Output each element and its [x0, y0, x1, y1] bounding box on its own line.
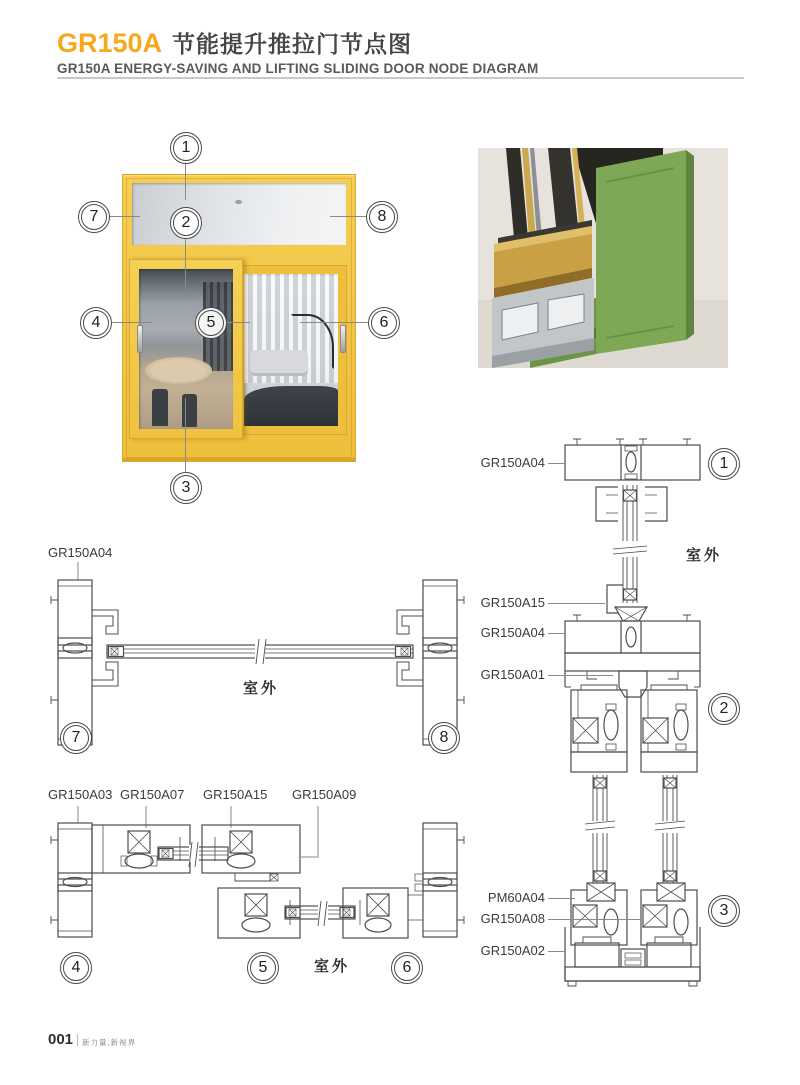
- left-sliding-sash: [129, 259, 243, 439]
- page-header: [57, 26, 747, 76]
- callout-section-8: 8: [428, 722, 460, 754]
- label-jamb-bead: GR150A15: [203, 787, 268, 802]
- header-divider: [57, 77, 744, 79]
- callout-node-4: 4: [80, 307, 112, 339]
- callout-section-2: 2: [708, 693, 740, 725]
- outdoor-label-head: 室外: [243, 680, 280, 697]
- page-title: 节能提升推拉门节点图: [172, 31, 413, 57]
- head-section-diagram: [45, 540, 470, 760]
- callout-section-1: 1: [708, 448, 740, 480]
- label-lift-track: GR150A01: [480, 667, 545, 682]
- footer-divider: [77, 1034, 78, 1046]
- leader-line: [548, 633, 565, 634]
- leader-line: [548, 463, 565, 464]
- label-mid-frame: GR150A04: [480, 625, 545, 640]
- leader-line-node8: [330, 216, 366, 217]
- label-glazing-bead: GR150A15: [480, 595, 545, 610]
- leader-line: [548, 919, 642, 920]
- page-subtitle: GR150A ENERGY-SAVING AND LIFTING SLIDING DOOR NODE DIAGRAM: [57, 61, 539, 76]
- callout-node-2: 2: [170, 207, 202, 239]
- right-sliding-sash: [235, 265, 347, 435]
- door-illustration: [122, 174, 356, 462]
- leader-line-node6: [300, 322, 368, 323]
- label-top-frame: GR150A04: [480, 455, 545, 470]
- leader-line-node3: [185, 398, 186, 472]
- chair: [152, 389, 168, 426]
- jamb-section-diagram: [45, 785, 470, 960]
- model-code: GR150A: [57, 28, 163, 58]
- ceiling-lamp: [235, 200, 242, 204]
- leader-line-node1: [185, 162, 186, 200]
- transom-glass: [132, 183, 346, 245]
- outdoor-label-vertical: 室外: [686, 547, 723, 564]
- leader-line: [548, 675, 613, 676]
- callout-node-7: 7: [78, 201, 110, 233]
- leader-line-node7: [108, 216, 140, 217]
- leader-line: [548, 951, 566, 952]
- callout-section-5: 5: [247, 952, 279, 984]
- right-sash-glass: [244, 274, 338, 426]
- leader-line-node4: [110, 322, 152, 323]
- rug: [244, 386, 338, 426]
- callout-section-4: 4: [60, 952, 92, 984]
- label-sash-bottom: GR150A08: [480, 911, 545, 926]
- label-sill: GR150A02: [480, 943, 545, 958]
- callout-section-7: 7: [60, 722, 92, 754]
- callout-node-8: 8: [366, 201, 398, 233]
- callout-node-1: 1: [170, 132, 202, 164]
- leader-line-node2: [185, 237, 186, 289]
- callout-node-3: 3: [170, 472, 202, 504]
- outdoor-label-jamb: 室外: [314, 958, 351, 975]
- callout-node-6: 6: [368, 307, 400, 339]
- label-jamb-sash: GR150A07: [120, 787, 185, 802]
- left-sash-handle: [137, 325, 143, 353]
- leader-line: [548, 603, 605, 604]
- callout-node-5: 5: [195, 307, 227, 339]
- label-roller-block: PM60A04: [487, 890, 545, 905]
- callout-section-6: 6: [391, 952, 423, 984]
- dining-table: [145, 357, 213, 384]
- label-jamb-frame: GR150A03: [48, 787, 113, 802]
- page-number: 001: [48, 1031, 74, 1048]
- profile-3d-render: [478, 148, 728, 368]
- leader-line-node5: [225, 322, 250, 323]
- title-row: [57, 26, 747, 59]
- label-jamb-interlock: GR150A09: [292, 787, 357, 802]
- left-sash-glass: [139, 269, 233, 429]
- footer-tagline: 新力量,新视界: [82, 1038, 137, 1047]
- leader-line: [548, 898, 575, 899]
- label-head-frame: GR150A04: [48, 545, 113, 560]
- right-sash-handle: [340, 325, 346, 353]
- callout-section-3: 3: [708, 895, 740, 927]
